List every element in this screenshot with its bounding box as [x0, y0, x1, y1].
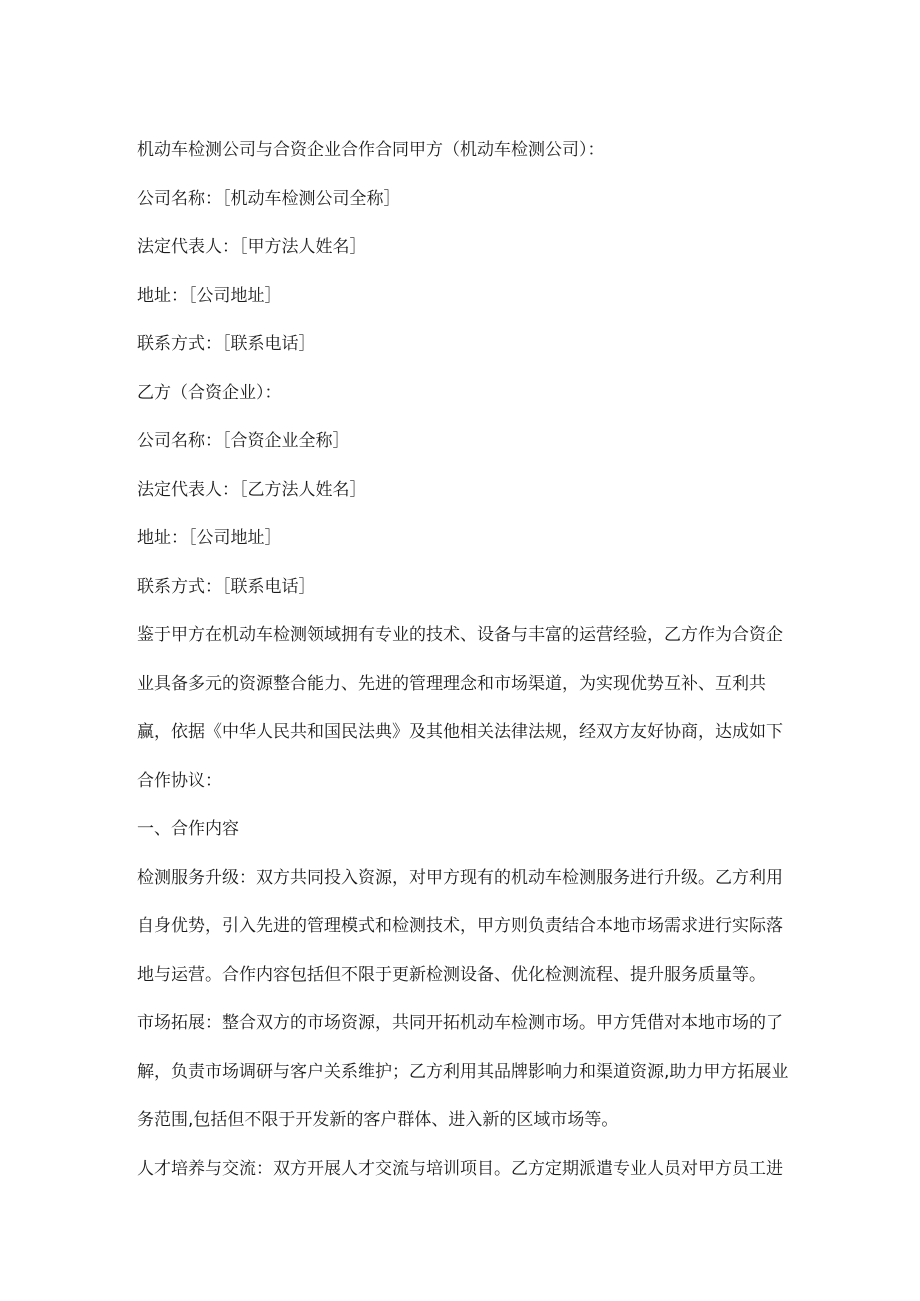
preamble-paragraph: 鉴于甲方在机动车检测领域拥有专业的技术、设备与丰富的运营经验，乙方作为合资企业具备多元的资源整合能力、先进的管理理念和市场渠道，为实现优势互补、互利共赢，依据《中华人民共和国民法典》及其他相关法律法规，经双方友好协商，达成如下合作协议： [137, 625, 783, 791]
clause-talent-exchange: 人才培养与交流：双方开展人才交流与培训项目。乙方定期派遣专业人员对甲方员工进 [137, 1158, 783, 1179]
party-b-contact: 联系方式：［联系电话］ [137, 576, 316, 597]
party-a-address: 地址：［公司地址］ [137, 285, 282, 306]
document-body [137, 126, 789, 1193]
party-a-company-name: 公司名称：［机动车检测公司全称］ [137, 188, 401, 209]
party-a-legal-representative: 法定代表人：［甲方法人姓名］ [137, 237, 367, 257]
clause-service-upgrade: 检测服务升级：双方共同投入资源，对甲方现有的机动车检测服务进行升级。乙方利用自身优势，引入先进的管理模式和检测技术，甲方则负责结合本地市场需求进行实际落地与运营。合作内容包括但不限于更新检测设备、优化检测流程、提升服务质量等。 [137, 867, 783, 985]
clause-market-expansion: 市场拓展：整合双方的市场资源，共同开拓机动车检测市场。甲方凭借对本地市场的了解，负责市场调研与客户关系维护；乙方利用其品牌影响力和渠道资源,助力甲方拓展业务范围,包括但不限于开发新的客户群体、进入新的区域市场等。 [137, 1013, 789, 1130]
party-b-heading: 乙方（合资企业）： [137, 382, 282, 403]
party-b-company-name: 公司名称：［合资企业全称］ [137, 431, 350, 451]
party-a-contact: 联系方式：［联系电话］ [137, 334, 316, 354]
party-b-legal-representative: 法定代表人：［乙方法人姓名］ [137, 479, 367, 500]
contract-title: 机动车检测公司与合资企业合作合同甲方（机动车检测公司）： [137, 140, 605, 160]
section-heading-cooperation-content: 一、合作内容 [137, 819, 239, 839]
party-b-address: 地址：［公司地址］ [137, 528, 282, 548]
